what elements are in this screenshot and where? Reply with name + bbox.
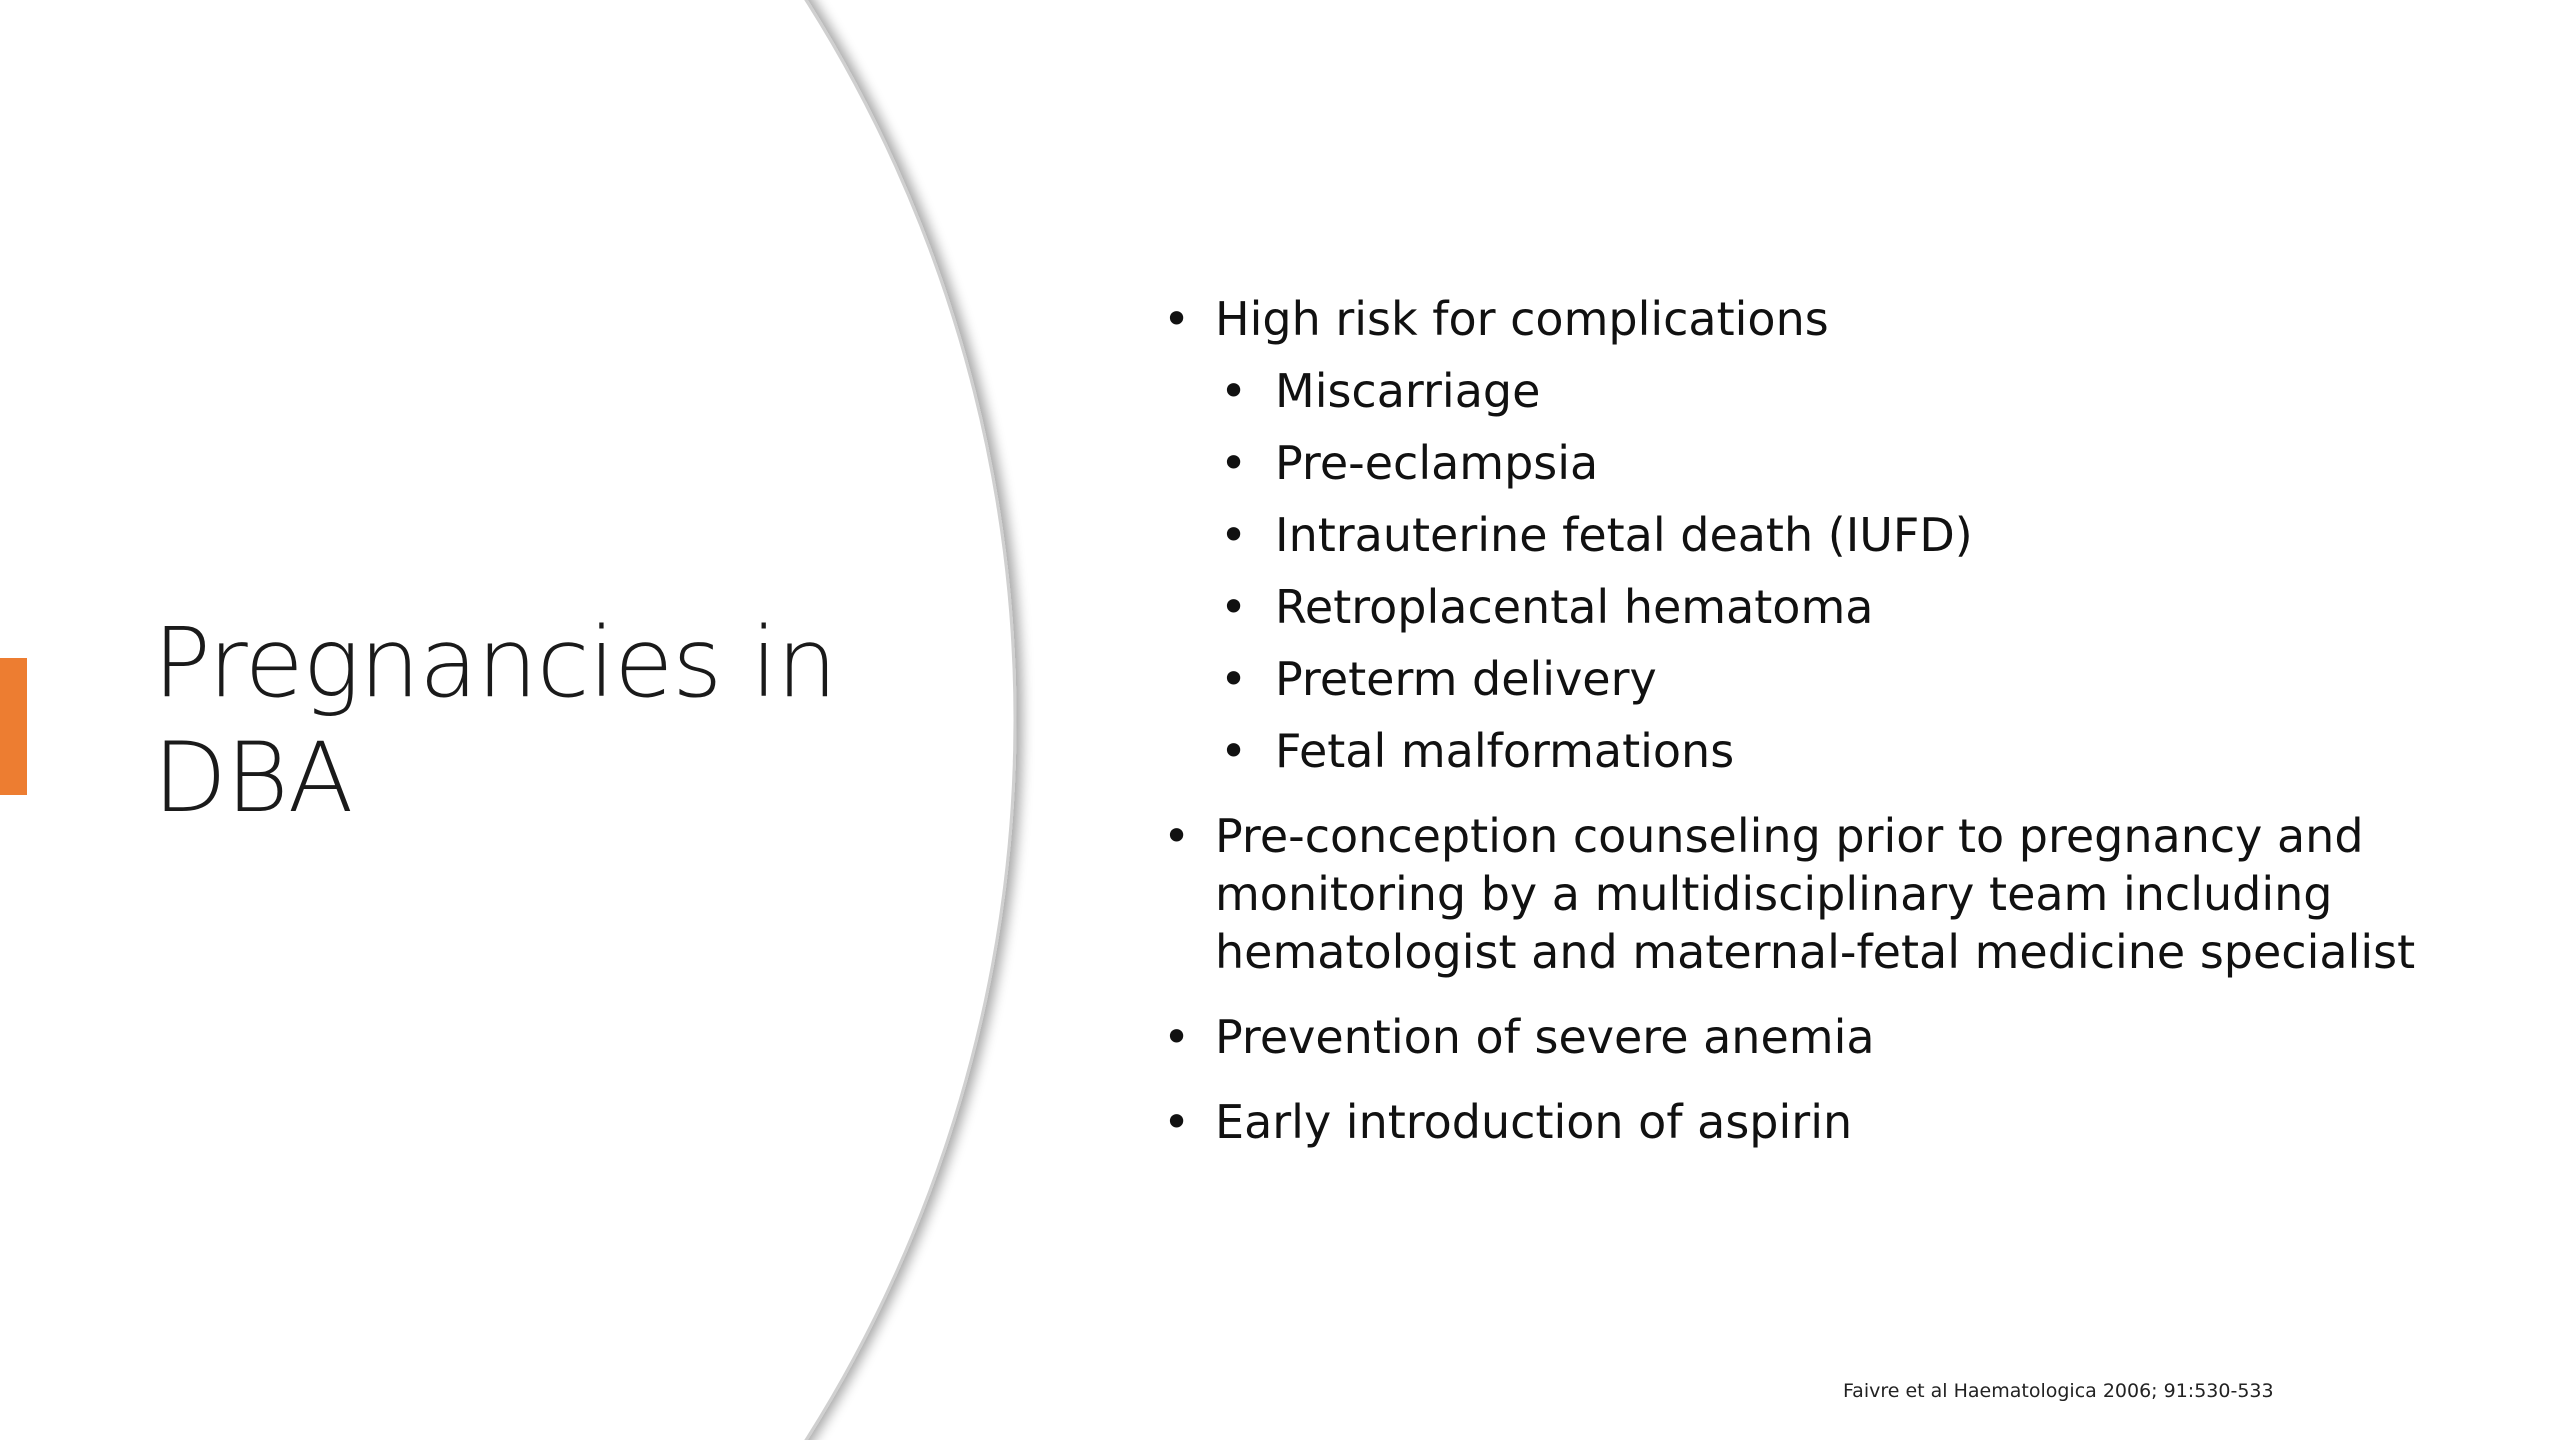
accent-bar bbox=[0, 658, 27, 795]
title-line-1: Pregnancies in bbox=[153, 607, 837, 719]
sub-bullet-item: • Fetal malformations bbox=[1215, 722, 2445, 780]
bullet-content bbox=[1155, 290, 2445, 1178]
sub-bullet-item: • Retroplacental hematoma bbox=[1215, 578, 2445, 636]
bullet-text: Early introduction of aspirin bbox=[1215, 1095, 1853, 1149]
sub-bullet-item: • Miscarriage bbox=[1215, 362, 2445, 420]
sub-bullet-item: • Intrauterine fetal death (IUFD) bbox=[1215, 506, 2445, 564]
bullet-list bbox=[1155, 290, 2445, 1151]
title-line-2: DBA bbox=[153, 722, 353, 834]
bullet-text: Prevention of severe anemia bbox=[1215, 1010, 1875, 1064]
sub-bullet-list bbox=[1215, 362, 2445, 780]
bullet-text: High risk for complications bbox=[1215, 292, 1829, 346]
bullet-item bbox=[1155, 1093, 2445, 1151]
slide-title bbox=[153, 606, 933, 836]
bullet-item bbox=[1155, 290, 2445, 780]
bullet-text: Pre-conception counseling prior to pregnancy and monitoring by a multidisciplinary team including hematologist and maternal-fetal medicine specialist bbox=[1215, 809, 2416, 979]
bullet-item bbox=[1155, 1008, 2445, 1066]
bullet-item bbox=[1155, 807, 2445, 981]
sub-bullet-item: • Preterm delivery bbox=[1215, 650, 2445, 708]
sub-bullet-item: • Pre-eclampsia bbox=[1215, 434, 2445, 492]
citation: Faivre et al Haematologica 2006; 91:530-533 bbox=[1843, 1380, 2274, 1402]
